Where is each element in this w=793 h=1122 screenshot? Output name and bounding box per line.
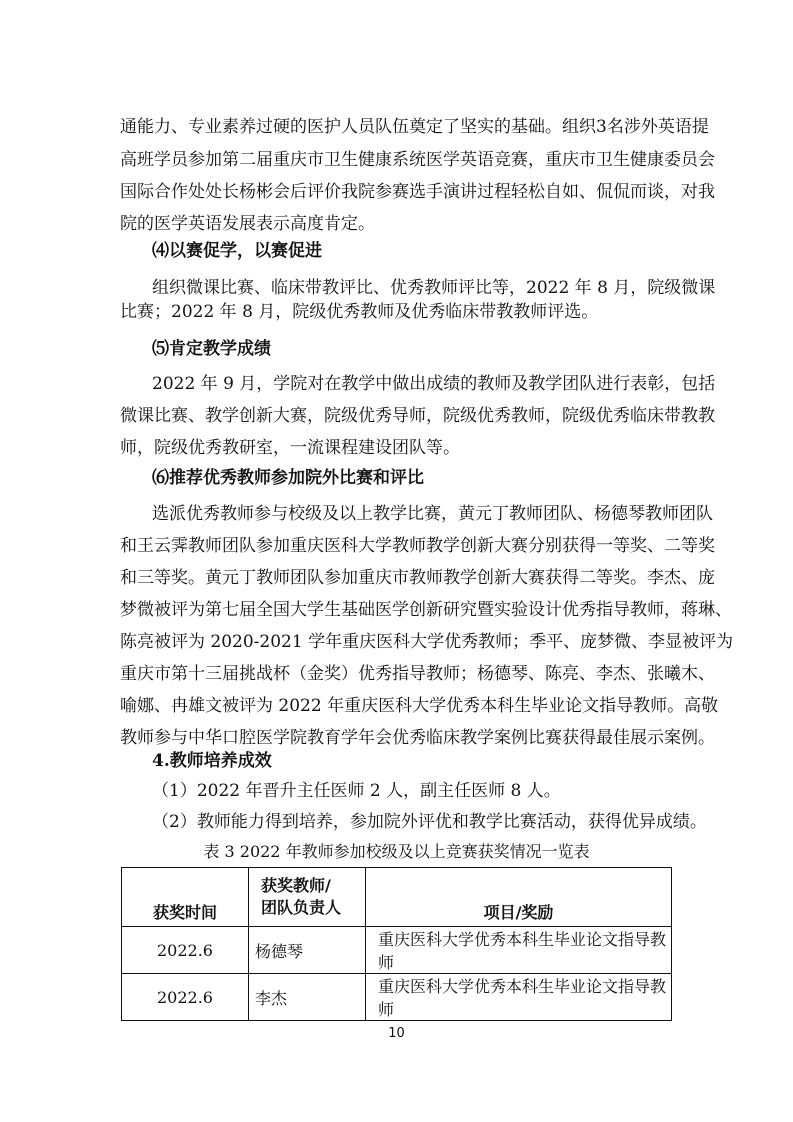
cell-award-time: 2022.6 <box>122 974 249 1021</box>
table-row <box>122 927 672 974</box>
body-text-line: 通能力、专业素养过硬的医护人员队伍奠定了坚实的基础。组织3名涉外英语提 <box>120 117 709 137</box>
cell-award-teacher: 李杰 <box>249 974 366 1021</box>
body-text-line: 2022 年 9 月，学院对在教学中做出成绩的教师及教学团队进行表彰，包括 <box>152 374 716 394</box>
body-text-line: 高班学员参加第二届重庆市卫生健康系统医学英语竞赛，重庆市卫生健康委员会 <box>120 150 715 170</box>
body-text-line: 院的医学英语发展表示高度肯定。 <box>120 214 375 234</box>
body-text-line: 教师参与中华口腔医学院教育学年会优秀临床教学案例比赛获得最佳展示案例。 <box>120 728 715 748</box>
cell-award-time: 2022.6 <box>122 927 249 974</box>
body-text-line: 国际合作处处长杨彬会后评价我院参赛选手演讲过程轻松自如、侃侃而谈，对我 <box>120 182 715 202</box>
table-header-row <box>122 868 672 927</box>
section-heading: 4.教师培养成效 <box>152 751 272 771</box>
body-text-line: 组织微课比赛、临床带教评比、优秀教师评比等，2022 年 8 月，院级微课 <box>152 278 716 298</box>
table-caption: 表 3 2022 年教师参加校级及以上竞赛获奖情况一览表 <box>203 842 590 861</box>
header-project-award: 项目/奖励 <box>366 868 672 927</box>
body-text-line: 和三等奖。黄元丁教师团队参加重庆市教师教学创新大赛获得二等奖。李杰、庞 <box>120 568 715 588</box>
section-heading: ⑹推荐优秀教师参加院外比赛和评比 <box>152 468 424 488</box>
awards-table <box>121 867 672 1021</box>
body-text-line: 师，院级优秀教研室，一流课程建设团队等。 <box>120 438 460 458</box>
body-text-line: 梦微被评为第七届全国大学生基础医学创新研究暨实验设计优秀指导教师，蒋琳、 <box>120 600 732 620</box>
header-award-time: 获奖时间 <box>122 868 249 927</box>
section-heading: ⑸肯定教学成绩 <box>152 339 271 359</box>
body-text-line: 微课比赛、教学创新大赛，院级优秀导师，院级优秀教师，院级优秀临床带教教 <box>120 406 715 426</box>
table-row <box>122 974 672 1021</box>
body-text-line: 重庆市第十三届挑战杯（金奖）优秀指导教师；杨德琴、陈亮、李杰、张曦木、 <box>120 664 715 684</box>
section-heading: ⑷以赛促学，以赛促进 <box>152 241 322 261</box>
list-item: （2）教师能力得到培养，参加院外评优和教学比赛活动，获得优异成绩。 <box>152 812 707 832</box>
cell-project-award: 重庆医科大学优秀本科生毕业论文指导教师 <box>366 927 672 974</box>
body-text-line: 选派优秀教师参与校级及以上教学比赛，黄元丁教师团队、杨德琴教师团队 <box>152 504 713 524</box>
list-item: （1）2022 年晋升主任医师 2 人，副主任医师 8 人。 <box>152 781 561 801</box>
page-number: 10 <box>388 1026 405 1041</box>
cell-award-teacher: 杨德琴 <box>249 927 366 974</box>
body-text-line: 和王云霁教师团队参加重庆医科大学教师教学创新大赛分别获得一等奖、二等奖 <box>120 536 715 556</box>
header-award-teacher: 获奖教师/ 团队负责人 <box>249 868 366 927</box>
body-text-line: 陈亮被评为 2020-2021 学年重庆医科大学优秀教师；季平、庞梦微、李显被评为 <box>120 632 734 652</box>
body-text-line: 比赛；2022 年 8 月，院级优秀教师及优秀临床带教教师评选。 <box>120 302 599 322</box>
cell-project-award: 重庆医科大学优秀本科生毕业论文指导教师 <box>366 974 672 1021</box>
body-text-line: 喻娜、冉雄文被评为 2022 年重庆医科大学优秀本科生毕业论文指导教师。高敬 <box>120 696 719 716</box>
